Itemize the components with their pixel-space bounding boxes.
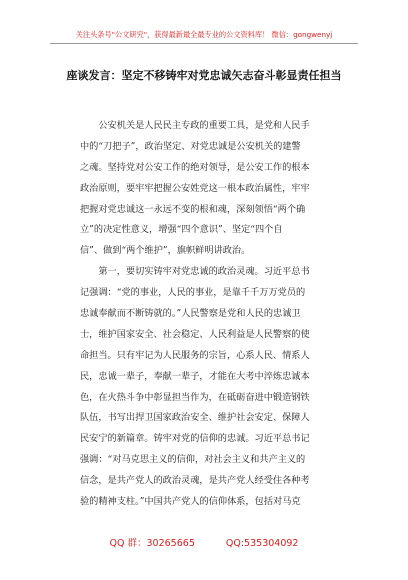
body-line: 色，在火热斗争中彰显担当作为，在砥砺奋进中锻造钢铁 (80, 391, 310, 403)
body-line: 忠诚奉献而不断铸就的。”人民警察是党和人民的忠诚卫 (80, 308, 301, 320)
header-divider (50, 43, 358, 44)
body-line: 立”的决定性意义，增强“四个意识”、坚定“四个自 (80, 224, 283, 236)
body-line: 验的精神支柱。”中国共产党人的信仰体系，包括对马克 (80, 496, 301, 508)
body-line: 记强调：“党的事业，人民的事业，是靠千千万万党员的 (80, 287, 306, 299)
body-line: 民安宁的新篇章。铸牢对党的信仰的忠诚。习近平总书记 (80, 433, 310, 445)
page-header-banner: 关注头条号"公文研究"，获得最新最全最专业的公文资料库！ 微信：gongwenyj (75, 30, 333, 39)
body-line: 命担当。只有牢记为人民服务的宗旨，心系人民、情系人 (80, 349, 310, 361)
footer-qq-group: QQ 群：30265665 (109, 538, 195, 549)
body-line: 第一，要切实铸牢对党忠诚的政治灵魂。习近平总书 (80, 266, 310, 278)
body-line: 中的“刀把子”，政治坚定、对党忠诚是公安机关的建警 (80, 140, 301, 152)
body-line: 士，维护国家安全、社会稳定、人民利益是人民警察的使 (80, 328, 310, 340)
document-title: 座谈发言：坚定不移铸牢对党忠诚矢志奋斗彰显责任担当 (66, 69, 342, 82)
body-line: 队伍，书写出捍卫国家政治安全、维护社会安定、保障人 (80, 412, 310, 424)
body-line: 公安机关是人民民主专政的重要工具，是党和人民手 (80, 120, 310, 131)
body-line: 之魂。坚持党对公安工作的绝对领导，是公安工作的根本 (80, 161, 310, 173)
page-footer (0, 535, 408, 549)
body-line: 政治原则，要牢牢把握公安姓党这一根本政治属性，牢牢 (80, 182, 310, 194)
body-line: 信”、做到“两个维护”，旗帜鲜明讲政治。 (80, 245, 251, 257)
body-line: 强调：“对马克思主义的信仰，对社会主义和共产主义的 (80, 454, 306, 466)
document-body (80, 116, 340, 513)
footer-qq-contact: QQ:535304092 (225, 538, 299, 549)
body-line: 民，忠诚一辈子，奉献一辈子，才能在大考中淬炼忠诚本 (80, 370, 310, 382)
body-line: 信念，是共产党人的政治灵魂，是共产党人经受住各种考 (80, 475, 310, 487)
body-line: 把握对党忠诚这一永远不变的根和魂，深刻领悟“两个确 (80, 203, 306, 215)
